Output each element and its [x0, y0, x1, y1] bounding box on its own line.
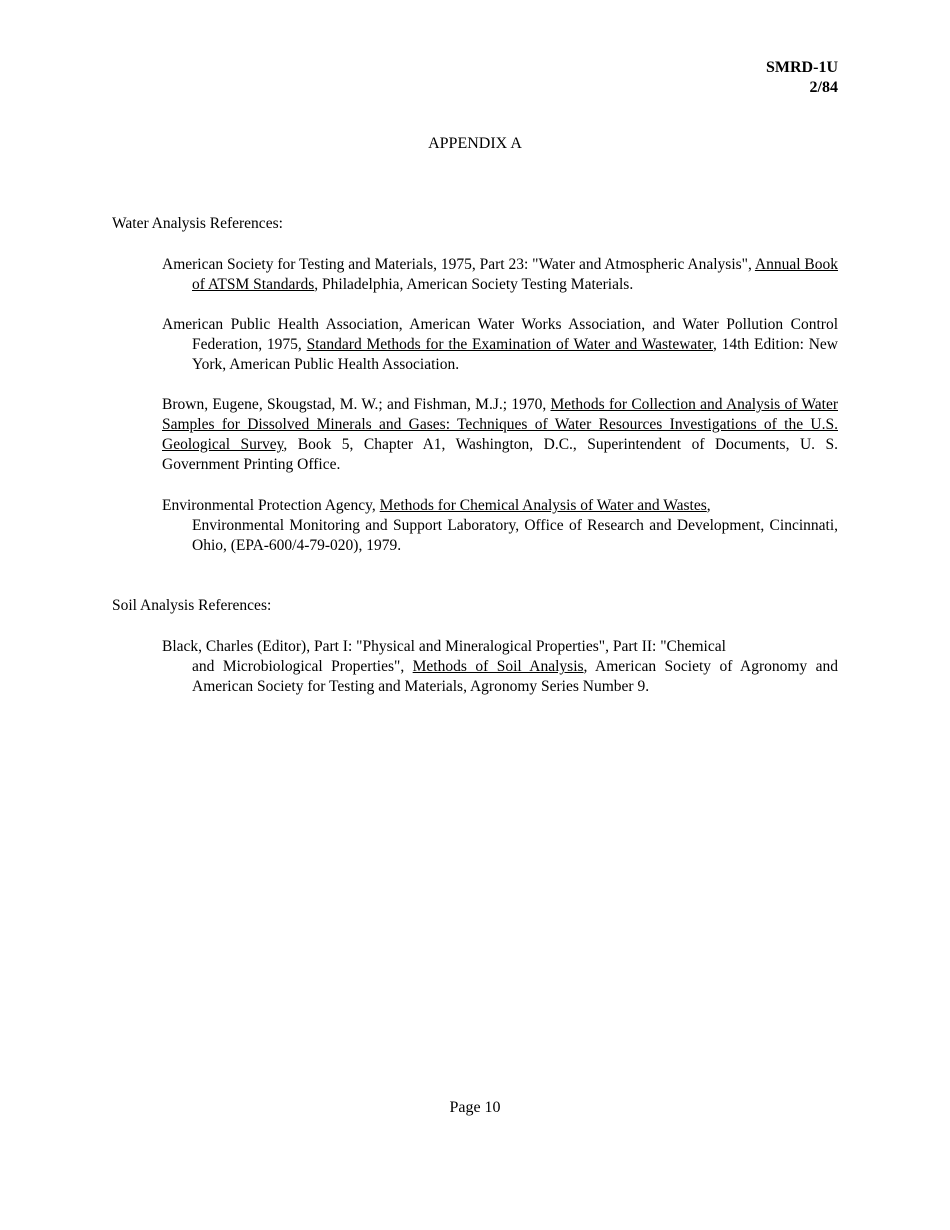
water-references-heading: Water Analysis References:	[112, 215, 283, 232]
reference-title: Methods for Chemical Analysis of Water and Wastes	[379, 497, 707, 514]
reference-author: American Public Health Association, American Water Works Association, and Water Pollution Control Federation, 1975,	[162, 316, 838, 353]
reference-publisher: , American Society of Agronomy and American Society for Testing and Materials, Agronomy Series Number 9.	[192, 658, 838, 695]
water-reference-2	[162, 315, 838, 375]
reference-publisher: , Book 5, Chapter A1, Washington, D.C., Superintendent of Documents, U. S. Government Printing Office.	[162, 436, 838, 473]
reference-text	[162, 496, 838, 516]
reference-text: Black, Charles (Editor), Part I: "Physical and Mineralogical Properties", Part II: "Chemical	[162, 638, 726, 655]
reference-title-part: and Microbiological Properties",	[192, 658, 413, 675]
reference-punctuation: ,	[706, 497, 711, 514]
reference-publisher: , Philadelphia, American Society Testing Materials.	[314, 276, 634, 293]
reference-title: Annual Book of ATSM Standards	[192, 256, 839, 293]
reference-title: Methods for Collection and Analysis of Water Samples for Dissolved Minerals and Gases: Techniques of Water Resources Investigations of the U.S. Geological Survey	[162, 396, 838, 453]
reference-title: Methods of Soil Analysis	[412, 658, 584, 675]
reference-continuation: Environmental Monitoring and Support Laboratory, Office of Research and Development, Cincinnati, Ohio, (EPA-600/4-79-020), 1979.	[192, 517, 838, 554]
reference-author: Brown, Eugene, Skougstad, M. W.; and Fishman, M.J.; 1970,	[162, 396, 551, 413]
reference-text	[162, 315, 838, 375]
reference-title: Standard Methods for the Examination of Water and Wastewater	[306, 336, 713, 353]
document-id-block	[766, 58, 838, 98]
reference-text	[162, 255, 838, 295]
reference-author: American Society for Testing and Materials, 1975, Part 23: "Water and Atmospheric Analysis",	[162, 256, 755, 273]
appendix-title: APPENDIX A	[428, 135, 522, 152]
reference-publisher: , 14th Edition: New York, American Public Health Association.	[192, 336, 838, 373]
page-number: Page 10	[449, 1099, 501, 1116]
water-reference-4	[162, 496, 838, 556]
water-reference-3	[162, 395, 838, 475]
reference-text	[162, 395, 838, 475]
document-code: SMRD-1U	[766, 59, 838, 76]
reference-continuation	[162, 657, 838, 697]
soil-reference-1	[162, 637, 838, 697]
water-reference-1	[162, 255, 838, 295]
reference-author: Environmental Protection Agency,	[162, 497, 380, 514]
document-date: 2/84	[809, 79, 838, 96]
soil-references-heading: Soil Analysis References:	[112, 597, 272, 614]
